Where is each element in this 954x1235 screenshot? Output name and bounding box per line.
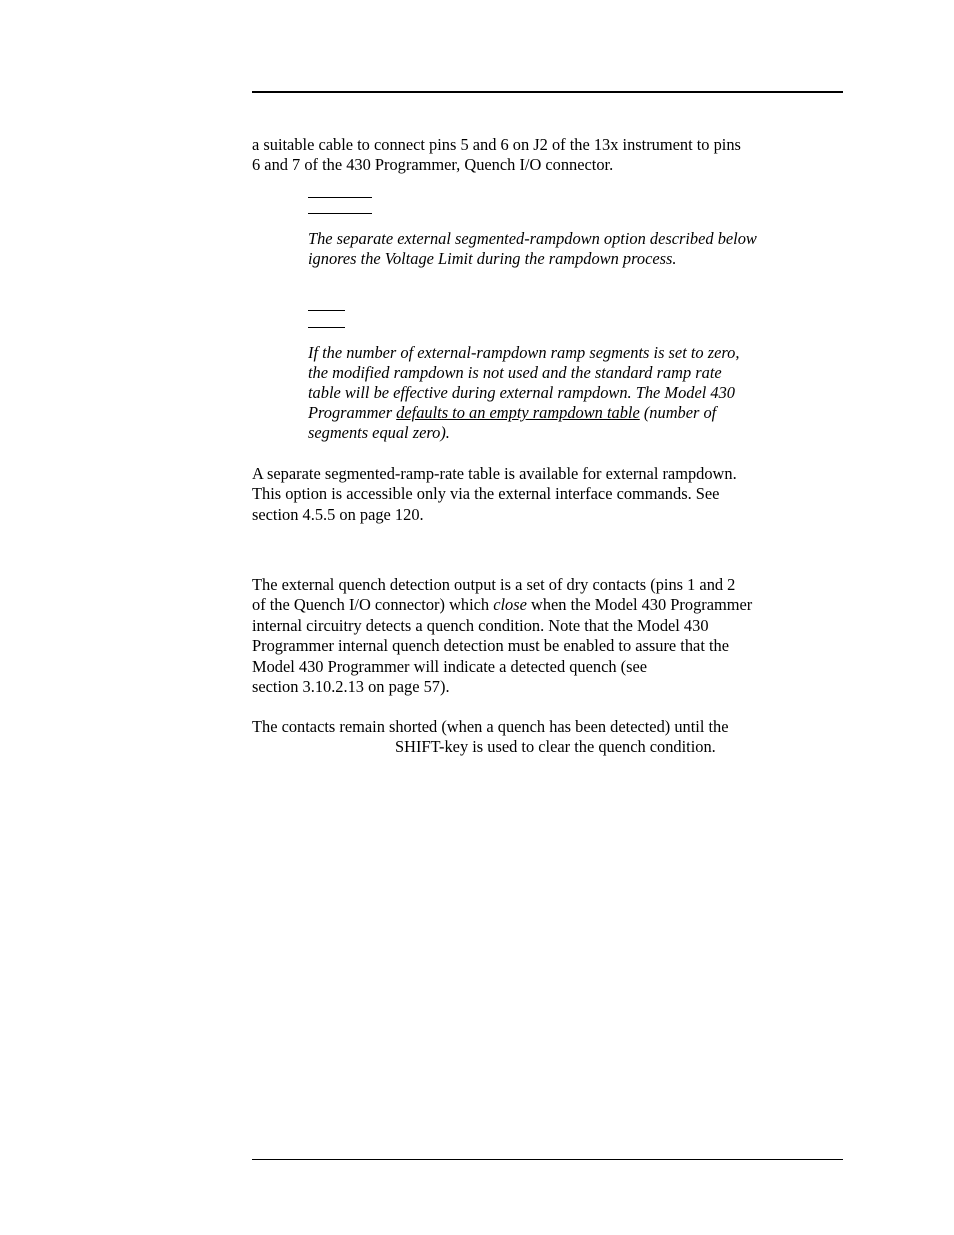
text-line: the modified rampdown is not used and the standard ramp rate [308, 363, 722, 382]
note-heading-rule-bottom [308, 327, 345, 328]
italic-text: close [493, 595, 527, 615]
text-line: a suitable cable to connect pins 5 and 6 on J2 of the 13x instrument to pins [252, 135, 741, 154]
note-rampdown-segments [308, 343, 853, 443]
paragraph-quench-output [252, 575, 852, 697]
text-line: A separate segmented-ramp-rate table is available for external rampdown. [252, 464, 737, 483]
paragraph-rampdown-table [252, 464, 852, 525]
text-fragment: Programmer [308, 403, 397, 422]
text-line [252, 595, 852, 615]
text-fragment: (number of [639, 403, 717, 422]
text-line: 6 and 7 of the 430 Programmer, Quench I/O connector. [252, 155, 614, 175]
text-line: If the number of external-rampdown ramp segments is set to zero, [308, 343, 740, 362]
header-rule [252, 91, 843, 93]
text-line: table will be effective during external rampdown. The Model 430 [308, 383, 735, 402]
text-line: section 3.10.2.13 on page 57). [252, 677, 450, 697]
paragraph-cable-connection [252, 135, 852, 176]
text-line [308, 403, 853, 423]
text-line: The external quench detection output is a set of dry contacts (pins 1 and 2 [252, 575, 736, 594]
text-line: The contacts remain shorted (when a quench has been detected) until the [252, 717, 729, 736]
text-line: The separate external segmented-rampdown option described below [308, 229, 757, 248]
text-line: ignores the Voltage Limit during the rampdown process. [308, 249, 677, 268]
text-line: segments equal zero). [308, 423, 450, 442]
text-line: section 4.5.5 on page 120. [252, 504, 424, 524]
note-heading-rule-top [308, 310, 345, 311]
text-line: Model 430 Programmer will indicate a detected quench (see [252, 656, 648, 676]
text-line: This option is accessible only via the external interface commands. See [252, 484, 720, 504]
note-heading-rule-bottom [308, 213, 372, 214]
note-heading-rule-top [308, 197, 372, 198]
text-line: SHIFT-key is used to clear the quench condition. [395, 737, 716, 757]
footer-rule [252, 1159, 843, 1160]
text-fragment: of the Quench I/O connector) which [252, 595, 494, 615]
text-fragment: when the Model 430 Programmer [526, 595, 753, 615]
paragraph-contacts-shorted [252, 717, 852, 758]
text-line: Programmer internal quench detection must be enabled to assure that the [252, 636, 729, 656]
underlined-text: defaults to an empty rampdown table [396, 403, 640, 422]
text-line: internal circuitry detects a quench condition. Note that the Model 430 [252, 615, 709, 635]
note-voltage-limit [308, 229, 853, 269]
